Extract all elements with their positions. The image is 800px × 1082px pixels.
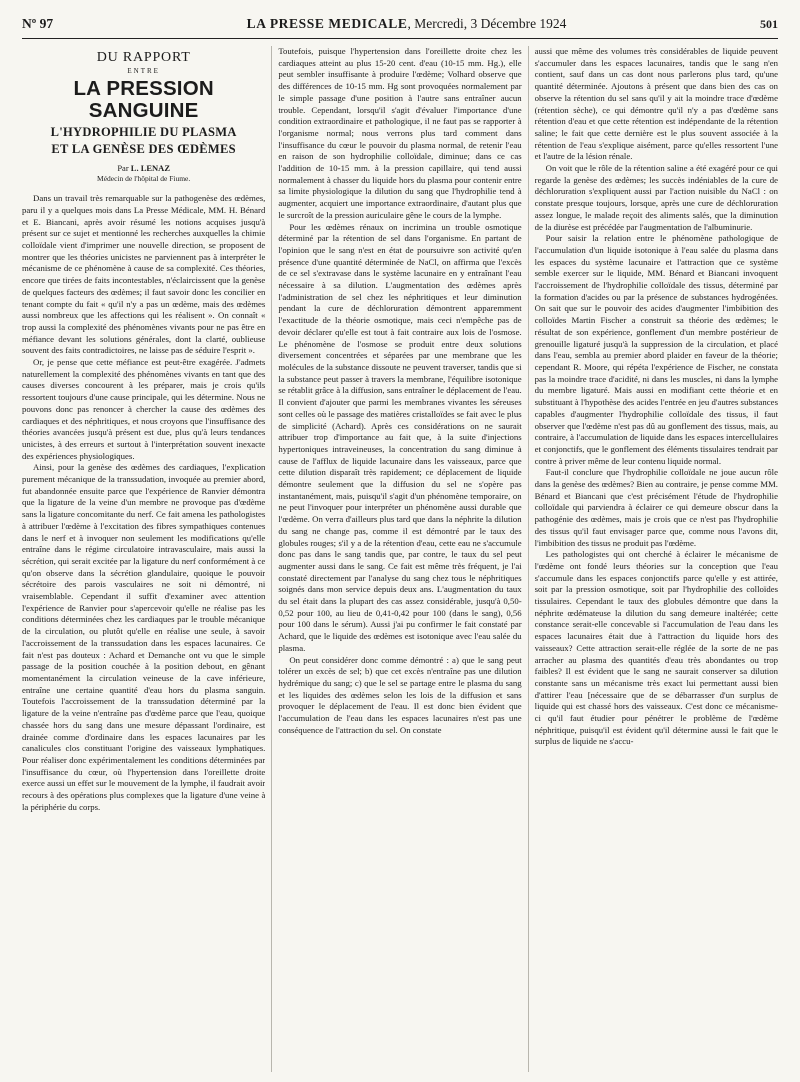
- byline: [22, 164, 265, 173]
- article-subtitle-1: L'HYDROPHILIE DU PLASMA: [50, 124, 237, 139]
- article-title: LA PRESSION SANGUINE: [73, 76, 214, 122]
- article-title-block: [22, 50, 265, 183]
- paragraph: Pour saisir la relation entre le phénomène pathologique de l'accumulation d'un liquide isotonique à l'eau salée du plasma dans les espaces du système lacunaire et l'attraction que ce système semble exercer sur le liquide, MM. Bénard et Biancani invoquent l'accroissement de l'hydrophilie colloïdale des tissus, déterminé par la formation d'acides ou par la présence de substances hydrogénées. On sait que sur le pouvoir des acides d'augmenter l'imbibition des colloïdes Martin Fischer a construit sa théorie des œdèmes; le résultat de son expérience, gonflement d'un membre postérieur de grenouille ligaturé jusqu'à la suppression de la circulation, et placé dans l'eau, sembla au premier abord plaider en faveur de la théorie; cependant R. Moore, qui répéta l'expérience de Fischer, ne constata pas la moindre trace d'acidité, ni dans les muscles, ni dans la lymphe du membre ligaturé. Mais aussi en modifiant cette théorie et en substituant à l'hypothèse des acides l'entrée en jeu d'autres substances capables d'augmenter l'hydrophilie colloïdale des tissus, il faut observer que l'œdème n'est pas dû au gonflement des tissus, mais, au contraire, à l'accumulation de liquide dans les espaces intercellulaires et conjonctifs, que le gonflement des éléments tissulaires tendrait par contre à priver même de leur contenu liquide normal.: [534, 233, 778, 466]
- paragraph: Ainsi, pour la genèse des œdèmes des cardiaques, l'explication purement mécanique de la transsudation, invoquée au premier abord, fut abandonnée ensuite parce que l'expérience de Ranvier démontra que la ligature de la veine d'un membre ne provoque pas d'œdème sans la ligature concomitante du nerf. Ce fait amena les pathologistes à attribuer l'œdème à l'excitation des fibres sympathiques contenues dans le nerf et à invoquer non seulement les modifications qu'elle entraîne dans le régime circulatoire intravasculaire, mais aussi la sécrétion, qui serait excitée par la ligature du nerf conformément à ce qu'on observe dans la sécrétion glandulaire, quoique le pouvoir sécrétoire des parois vasculaires ne soit ni démontré, ni vraisemblable. Cependant il suffit d'examiner avec attention l'expérience de Ranvier pour s'apercevoir qu'elle ne réalise pas les conditions déterminées chez les cardiaques par le trouble mécanique de la circulation, ou plutôt qu'elle en réalise une seule, à savoir l'accroissement de la transsudation dans les espaces lacunaires. Ce fait n'est pas douteux : Achard et Demanche ont vu que le simple passage de la position couchée à la position debout, en gênant momentanément la circulation veineuse de la cave inférieure, entraîne une certaine quantité d'eau hors du plasma sanguin. Toutefois l'accroissement de la transsudation déterminé par la ligature de la veine n'entraîne pas d'œdème parce que l'eau, quoique chassée hors du sang dans une mesure dépassant l'ordinaire, est drainée comme d'ordinaire dans les espaces lacunaires par les canalicules clos constituant l'origine des vaisseaux lymphatiques. Pour réaliser donc expérimentalement les conditions déterminées par l'insuffisance du cœur, où l'hypertension dans l'oreillette droite exerce aussi un effet sur le mouvement de la lymphe, il faudrait avoir recours à des opérations plus complexes que la ligature d'une veine à la périphérie du corps.: [22, 462, 266, 812]
- title-kicker: DU RAPPORT: [96, 50, 191, 65]
- byline-prefix: Par: [117, 162, 131, 173]
- issue-date: , Mercredi, 3 Décembre 1924: [407, 16, 567, 31]
- column-divider: [528, 46, 529, 1072]
- paragraph: On voit que le rôle de la rétention saline a été exagéré pour ce qui regarde la genèse des œdèmes; les succès indéniables de la cure de déchloruration s'expliquent aussi par l'action nuisible du NaCl : on constate presque toujours, lorsque, après une cure de déchloruration assez longue, le malade reçoit des aliments salés, que la diminution de la diurèse est précédée par l'augmentation de l'albuminurie.: [534, 163, 778, 232]
- author-name: L. LENAZ: [130, 162, 170, 173]
- paragraph: Dans un travail très remarquable sur la pathogenèse des œdèmes, paru il y a quelques mois dans La Presse Médicale, MM. H. Bénard et E. Biancani, après avoir résumé les notions acquises jusqu'à présent sur ce sujet et mentionné les recherches auxquelles la chimie colloïdale vient d'imprimer une nouvelle direction, se proposent de montrer que les théories unicistes ne parviennent pas à interpréter le mécanisme de ce phénomène à cause de sa complexité. Ces théories, encore que tirées de faits incontestables, n'éclaircissent que la genèse de quelques facteurs des œdèmes; il faut savoir donc les concilier en tenant compte du fait « qu'il n'y a pas un œdème, mais des œdèmes aussi nombreux que les affections qui les réalisent ». On connaît « trop aussi la complexité des phénomènes vivants pour ne pas être en méfiance devant les solutions générales, dont la clarté, oublieuse souvent des faits contradictoires, ne laisse pas de séduire l'esprit ».: [22, 193, 266, 356]
- paragraph: Toutefois, puisque l'hypertension dans l'oreillette droite chez les cardiaques atteint au plus 15-20 cent. d'eau (10-15 mm. Hg.), elle peut sembler insuffisante à produire l'œdème; Volhard observe que des différences de 10-15 mm. Hg sont provoquées normalement par le simple passage d'une position à l'autre sans entraîner aucun trouble. Cependant, lorsqu'il s'agit d'évaluer l'importance d'une condition extraordinaire et pathologique, il ne faut pas se rapporter à l'organisme normal; nous verrons plus tard comment dans l'insuffisance du cœur le pouvoir du plasma normal, de retenir l'eau en raison de son hydrophilie colloïdale, diminue; dans ce cas l'addition de 10-15 mm. à la pression capillaire, qui tend aussi normalement à chasser du liquide hors du plasma pour contenir entre sa limite physiologique la dilution du sang que l'hydrophilie tend à augmenter, acquiert une importance extraordinaire, d'autant plus que le surcroît de la pression auriculaire gêne le cours de la lymphe.: [278, 46, 522, 220]
- paragraph: On peut considérer donc comme démontré : a) que le sang peut tolérer un excès de sel; b) que cet excès n'entraîne pas une dilution hydrémique du sang; c) que le sel se partage entre le plasma du sang et les liquides des œdèmes selon les lois de la diffusion et sans provoquer le déplacement de l'eau. Il est donc bien évident que l'accumulation de l'eau dans les espaces lacunaires n'est pas une conséquence de l'attraction du sel. On constate: [278, 654, 522, 735]
- paragraph: Faut-il conclure que l'hydrophilie colloïdale ne joue aucun rôle dans la genèse des œdèmes? Bien au contraire, je pense comme MM. Bénard et Biancani que c'est précisément l'étude de l'hydrophilie colloïdale qui parviendra à éclairer ce qui demeure obscur dans la pathogénie des œdèmes, mais je crois que ce n'est pas l'hydrophilie des tissus qu'il faut envisager parce que, comme nous l'avons dit, l'imbibition des tissus ne produit pas l'œdème.: [534, 467, 778, 548]
- paragraph: aussi que même des volumes très considérables de liquide peuvent s'accumuler dans les espaces lacunaires, tandis que le sang n'en contient, sauf dans un cas dont nous parlerons plus tard, qu'une quantité déterminée. Ajoutons à présent que dans bien des cas on observe la rétention du sel sans qu'il y ait la moindre trace d'œdème (rétention sèche), ce qui démontre qu'il n'y a pas d'œdème sans rétention d'eau et que cette rétention est indépendante de la rétention saline; le fait que cette dernière est le plus souvent associée à la rétention de l'eau s'explique aisément, parce qu'elles ressortent l'une et l'autre de la lésion rénale.: [534, 46, 778, 162]
- page-header: [22, 16, 778, 39]
- column-3: [535, 46, 778, 1072]
- paragraph: Or, je pense que cette méfiance est peut-être exagérée. J'admets naturellement la complexité des phénomènes vivants en tant que des causes diverses concourent à les préparer, mais je crois qu'ils ressortent toujours d'une cause principale, qui les détermine. Nous ne pouvons donc pas renoncer à chercher la cause des œdèmes des cardiaques et des néphritiques, et nous croyons que l'insuffisance des théories avancées jusqu'à présent est due, plus qu'à leurs tendances unicistes, à des erreurs et surtout à l'interprétation souvent inexacte des expériences physiologiques.: [22, 357, 266, 461]
- article-body: [22, 46, 778, 1072]
- author-affiliation: Médecin de l'hôpital de Fiume.: [97, 174, 191, 184]
- column-divider: [271, 46, 272, 1072]
- page-number: 501: [760, 17, 778, 31]
- paragraph: Les pathologistes qui ont cherché à éclairer le mécanisme de l'œdème ont fondé leurs théories sur la conception que l'eau s'accumule dans les espaces conjonctifs parce qu'elle y est attirée, soit par la pression osmotique, soit par l'hydrophilie des colloïdes tissulaires. Cependant le taux des globules démontre que dans la néphrite œdémateuse la dilution du sang demeure inaltérée; cette constance serait-elle concevable si l'accumulation de l'eau dans les espaces lacunaires était due à l'attraction du liquide hors des vaisseaux? Cette attraction serait-elle réglée de la sorte de ne pas arracher au plasma des quantités d'eau très abondantes ou trop faibles? Il est évident que le sang ne saurait conserver sa dilution constante sans un mécanisme très exact lui permettant aussi bien d'attirer l'eau [nécessaire que de se débarrasser d'un surplus de liquide qui est chassé hors des vaisseaux. C'est donc ce mécanisme-ci qu'il faut étudier pour pénétrer le problème de l'œdème néphritique, puisqu'il est évident qu'il détermine aussi le fait que le surplus de liquide ne s'accu-: [534, 549, 778, 747]
- masthead: [247, 16, 567, 32]
- title-between: ENTRE: [127, 67, 160, 76]
- issue-number: Nº 97: [22, 16, 54, 31]
- column-2: [278, 46, 521, 1072]
- paragraph: Pour les œdèmes rénaux on incrimina un trouble osmotique déterminé par la rétention de sel dans l'organisme. En partant de l'opinion que le sang n'est en état de poursuivre son activité qu'en présence d'une quantité déterminée de NaCl, on affirma que l'excès de ce sel s'extravase dans le système lacunaire en y entraînant l'eau nécessaire à sa dilution. L'augmentation des œdèmes après l'administration de sel chez les néphritiques et leur diminution pendant la cure de déchloruration démontrent apparemment l'exactitude de la théorie osmotique, mais ceci n'empêche pas de devoir déclarer qu'elle est tout à fait contraire aux lois de l'osmose. Le phénomène de l'osmose se produit entre deux solutions diversement concentrées et séparées par une membrane que les molécules de la substance dissoute ne peuvent traverser, tandis que si la substance peut passer à travers la membrane, l'équilibre isotonique se rétablit grâce à la diffusion, sans entraîner le déplacement de l'eau. Il convient d'ajouter que parmi les membranes vivantes les séreuses sont celles où le passage des matières cristalloïdes se fait avec le plus de simplicité (Achard). Après ces considérations on ne saurait attribuer trop d'importance au fait que, à la suite d'injections hypertoniques intraveineuses, la concentration du sang diminue à cause de l'afflux de liquide lacunaire dans les vaisseaux, parce que cette dilution disparaît très rapidement; ce déplacement de liquide démontre seulement que la diffusion du sel ne s'opère pas instantanément, mais, puisqu'il s'agit d'un phénomène temporaire, on ne peut l'invoquer pour interpréter un phénomène aussi durable que l'œdème. On verra d'ailleurs plus tard que dans la néphrite la dilution du sang ne change pas, comme il est démontré par le taux des globules rouges; s'il y a de la rétention d'eau, cette eau ne s'accumule donc pas dans le sang tandis que, par contre, le taux du sel peut augmenter aussi dans le sang. Ce fait est même très fréquent, je l'ai constaté directement par l'analyse du sang chez tous le néphritiques soignés dans mon service depuis deux ans. L'augmentation du taux du sel était dans la plupart des cas assez considérable, jusqu'à 0,50-0,52 pour 100, au lieu de 0,41-0,42 pour 100 (dans le sang), 0,56 pour 100 dans le sérum). Aussi j'ai pu confirmer le fait constaté par Achard, que le liquide des œdèmes est isotonique avec l'eau salée du plasma.: [278, 221, 522, 653]
- article-subtitle-2: ET LA GENÈSE DES ŒDÈMES: [51, 142, 236, 157]
- column-1: [22, 46, 265, 1072]
- journal-name: LA PRESSE MEDICALE: [246, 16, 408, 31]
